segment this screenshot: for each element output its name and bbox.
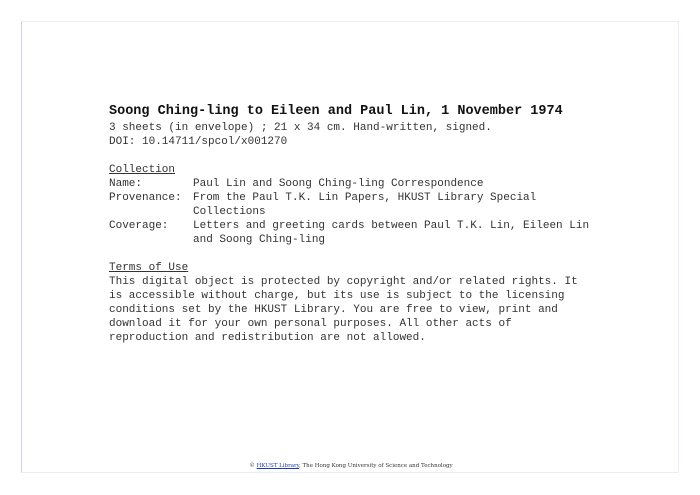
collection-coverage-row (109, 219, 609, 247)
terms-body: This digital object is protected by copyright and/or related rights. It is accessible without charge, but its use is subject to the licensing conditions set by the HKUST Library. You are free to view, print and download it for your own personal purposes. All other acts of reproduction and redistribution are not allowed. (109, 276, 578, 344)
collection-provenance-row (109, 191, 609, 219)
footer-institution: , The Hong Kong University of Science and Technology (299, 463, 453, 469)
collection-heading: Collection (109, 164, 176, 176)
physical-description: 3 sheets (in envelope) ; 21 x 34 cm. Hand-written, signed. (109, 122, 492, 134)
collection-coverage-label: Coverage: (109, 220, 169, 232)
hkust-library-link[interactable]: HKUST Library (256, 463, 299, 469)
collection-name-row (109, 177, 609, 191)
copyright-symbol: © (249, 463, 255, 469)
doi-line: DOI: 10.14711/spcol/x001270 (109, 136, 288, 148)
footer-credit (22, 462, 680, 470)
collection-provenance-value: From the Paul T.K. Lin Papers, HKUST Library Special Collections (193, 192, 537, 218)
terms-heading: Terms of Use (109, 262, 189, 274)
document-page (21, 21, 679, 473)
document-title: Soong Ching-ling to Eileen and Paul Lin, 1 November 1974 (109, 104, 563, 119)
collection-name-value: Paul Lin and Soong Ching-ling Correspondence (193, 178, 484, 190)
collection-coverage-value: Letters and greeting cards between Paul T.K. Lin, Eileen Lin and Soong Ching-ling (193, 220, 590, 246)
collection-provenance-label: Provenance: (109, 192, 182, 204)
collection-name-label: Name: (109, 178, 143, 190)
cover-sheet-content (109, 104, 609, 345)
